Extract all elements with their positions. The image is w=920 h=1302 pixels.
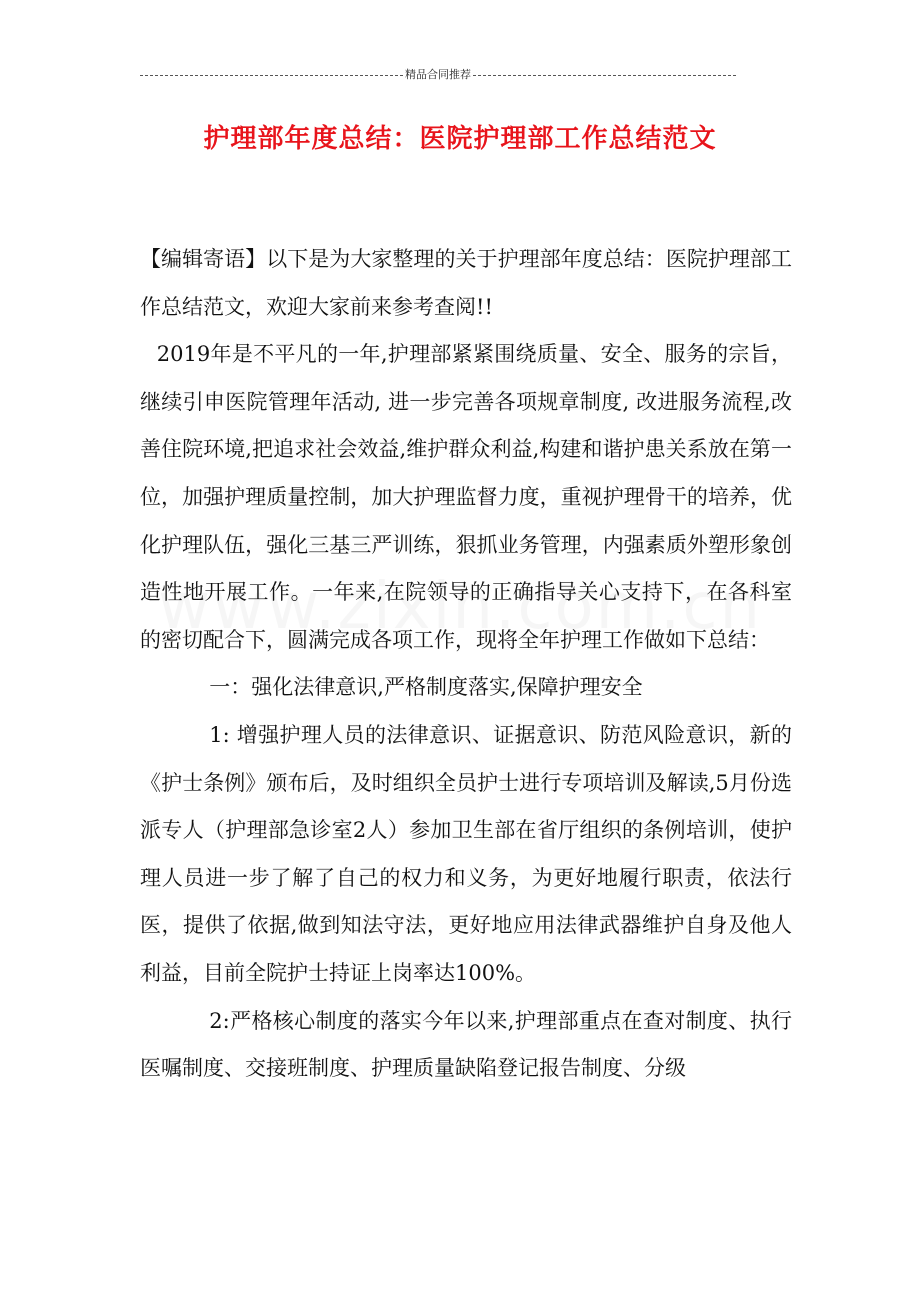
header-dash-right [473,75,736,76]
document-title: 护理部年度总结：医院护理部工作总结范文 [203,124,717,154]
editor-note-paragraph: 【编辑寄语】以下是为大家整理的关于护理部年度总结：医院护理部工作总结范文，欢迎大家前来参考查阅!! [140,247,792,319]
header-dash-left [140,75,403,76]
document-body [140,236,792,1093]
item-paragraph-1: 1: 增强护理人员的法律意识、证据意识、防范风险意识，新的《护士条例》颁布后，及时组织全员护士进行专项培训及解读,5月份选派专人（护理部急诊室2人）参加卫生部在省厅组织的条例培训，使护理人员进一步了解了自己的权力和义务，为更好地履行职责，依法行医，提供了依据,做到知法守法，更好地应用法律武器维护自身及他人利益，目前全院护士持证上岗率达100%。 [140,722,792,985]
header-label: 精品合同推荐 [405,68,471,81]
intro-paragraph: 2019年是不平凡的一年,护理部紧紧围绕质量、安全、服务的宗旨，继续引申医院管理年活动, 进一步完善各项规章制度, 改进服务流程,改善住院环境,把追求社会效益,维护群众利益,构建和谐护患关系放在第一位，加强护理质量控制，加大护理监督力度，重视护理骨干的培养，优化护理队伍，强化三基三严训练，狠抓业务管理，内强素质外塑形象创造性地开展工作。一年来,在院领导的正确指导关心支持下，在各科室的密切配合下，圆满完成各项工作，现将全年护理工作做如下总结： [140,342,792,652]
item-paragraph-2: 2:严格核心制度的落实今年以来,护理部重点在查对制度、执行医嘱制度、交接班制度、护理质量缺陷登记报告制度、分级 [140,1008,792,1081]
section-heading-1: 一：强化法律意识,严格制度落实,保障护理安全 [209,675,643,700]
page-header [140,66,736,82]
